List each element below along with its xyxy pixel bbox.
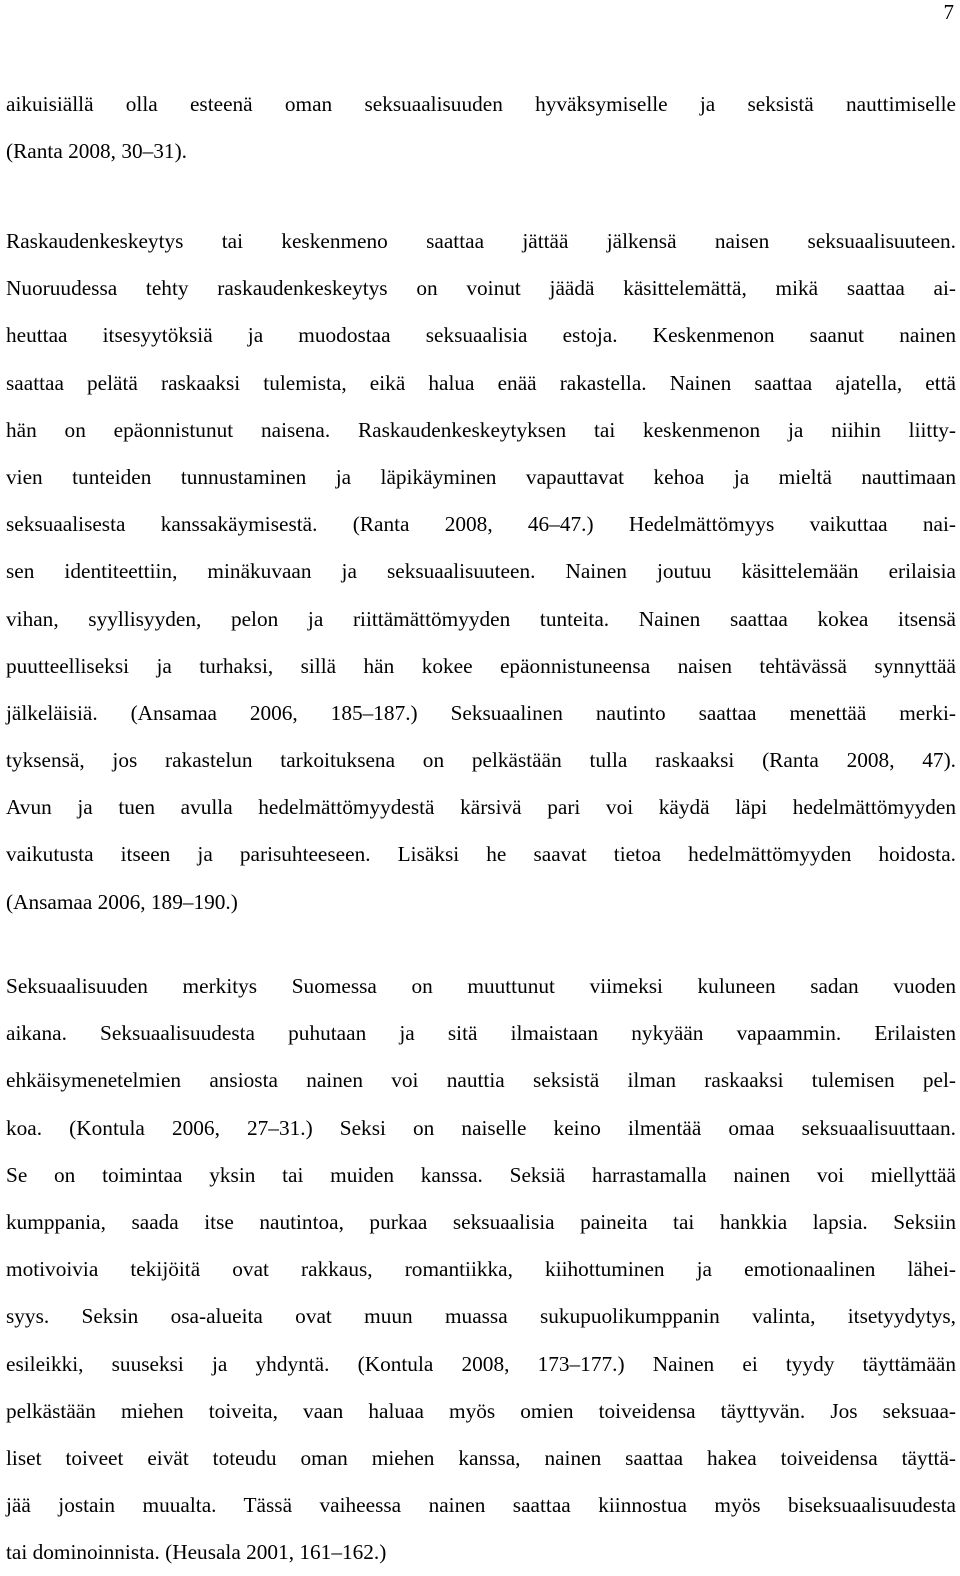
text-line: pelkästään miehen toiveita, vaan haluaa myös omien toiveidensa täyttyvän. Jos seksuaa- <box>6 1398 956 1423</box>
text-line: aikana. Seksuaalisuudesta puhutaan ja sitä ilmaistaan nykyään vapaammin. Erilaisten <box>6 1021 956 1046</box>
text-line: Avun ja tuen avulla hedelmättömyydestä kärsivä pari voi käydä läpi hedelmättömyyden <box>6 795 956 820</box>
text-line: aikuisiällä olla esteenä oman seksuaalisuuden hyväksymiselle ja seksistä nauttimiselle <box>6 92 956 116</box>
text-line: ehkäisymenetelmien ansiosta nainen voi nauttia seksistä ilman raskaaksi tulemisen pel- <box>6 1068 956 1093</box>
text-line: tyksensä, jos rakastelun tarkoituksena on pelkästään tulla raskaaksi (Ranta 2008, 47). <box>6 748 956 773</box>
text-line: hän on epäonnistunut naisena. Raskaudenkeskeytyksen tai keskenmenon ja niihin liitty- <box>6 417 956 442</box>
text-line: Nuoruudessa tehty raskaudenkeskeytys on voinut jäädä käsittelemättä, mikä saattaa ai- <box>6 276 956 301</box>
text-line: (Ranta 2008, 30–31). <box>6 139 187 164</box>
text-line: vien tunteiden tunnustaminen ja läpikäyminen vapauttavat kehoa ja mieltä nauttimaan <box>6 464 956 489</box>
text-line: vaikutusta itseen ja parisuhteeseen. Lisäksi he saavat tietoa hedelmättömyyden hoidosta. <box>6 842 956 867</box>
text-line: kumppania, saada itse nautintoa, purkaa seksuaalisia paineita tai hankkia lapsia. Seksiin <box>6 1209 956 1234</box>
text-line: Se on toimintaa yksin tai muiden kanssa. Seksiä harrastamalla nainen voi miellyttää <box>6 1162 956 1187</box>
text-line: syys. Seksin osa-alueita ovat muun muassa sukupuolikumppanin valinta, itsetyydytys, <box>6 1304 956 1329</box>
text-line: puutteelliseksi ja turhaksi, sillä hän kokee epäonnistuneensa naisen tehtävässä synnyttää <box>6 653 956 678</box>
text-line: Raskaudenkeskeytys tai keskenmeno saattaa jättää jälkensä naisen seksuaalisuuteen. <box>6 229 956 253</box>
text-line: (Ansamaa 2006, 189–190.) <box>6 889 238 914</box>
text-line: sen identiteettiin, minäkuvaan ja seksuaalisuuteen. Nainen joutuu käsittelemään erilaisia <box>6 559 956 584</box>
paragraph <box>6 963 956 1576</box>
text-line: saattaa pelätä raskaaksi tulemista, eikä halua enää rakastella. Nainen saattaa ajatella, että <box>6 370 956 395</box>
text-line: Seksuaalisuuden merkitys Suomessa on muuttunut viimeksi kuluneen sadan vuoden <box>6 974 956 998</box>
text-line: seksuaalisesta kanssakäymisestä. (Ranta 2008, 46–47.) Hedelmättömyys vaikuttaa nai- <box>6 512 956 537</box>
text-line: koa. (Kontula 2006, 27–31.) Seksi on naiselle keino ilmentää omaa seksuaalisuuttaan. <box>6 1115 956 1140</box>
text-line: liset toiveet eivät toteudu oman miehen kanssa, nainen saattaa hakea toiveidensa täyttä- <box>6 1445 956 1470</box>
paragraph <box>6 81 956 175</box>
page-number: 7 <box>943 0 954 24</box>
paragraph <box>6 218 956 926</box>
text-line: vihan, syyllisyyden, pelon ja riittämättömyyden tunteita. Nainen saattaa kokea itsensä <box>6 606 956 631</box>
text-line: heuttaa itsesyytöksiä ja muodostaa seksuaalisia estoja. Keskenmenon saanut nainen <box>6 323 956 348</box>
text-line: jää jostain muualta. Tässä vaiheessa nainen saattaa kiinnostua myös biseksuaalisuudesta <box>6 1493 956 1518</box>
text-line: tai dominoinnista. (Heusala 2001, 161–162.) <box>6 1540 387 1565</box>
text-line: motivoivia tekijöitä ovat rakkaus, romantiikka, kiihottuminen ja emotionaalinen lähei- <box>6 1257 956 1282</box>
text-line: esileikki, suuseksi ja yhdyntä. (Kontula 2008, 173–177.) Nainen ei tyydy täyttämään <box>6 1351 956 1376</box>
text-line: jälkeläisiä. (Ansamaa 2006, 185–187.) Seksuaalinen nautinto saattaa menettää merki- <box>6 700 956 725</box>
